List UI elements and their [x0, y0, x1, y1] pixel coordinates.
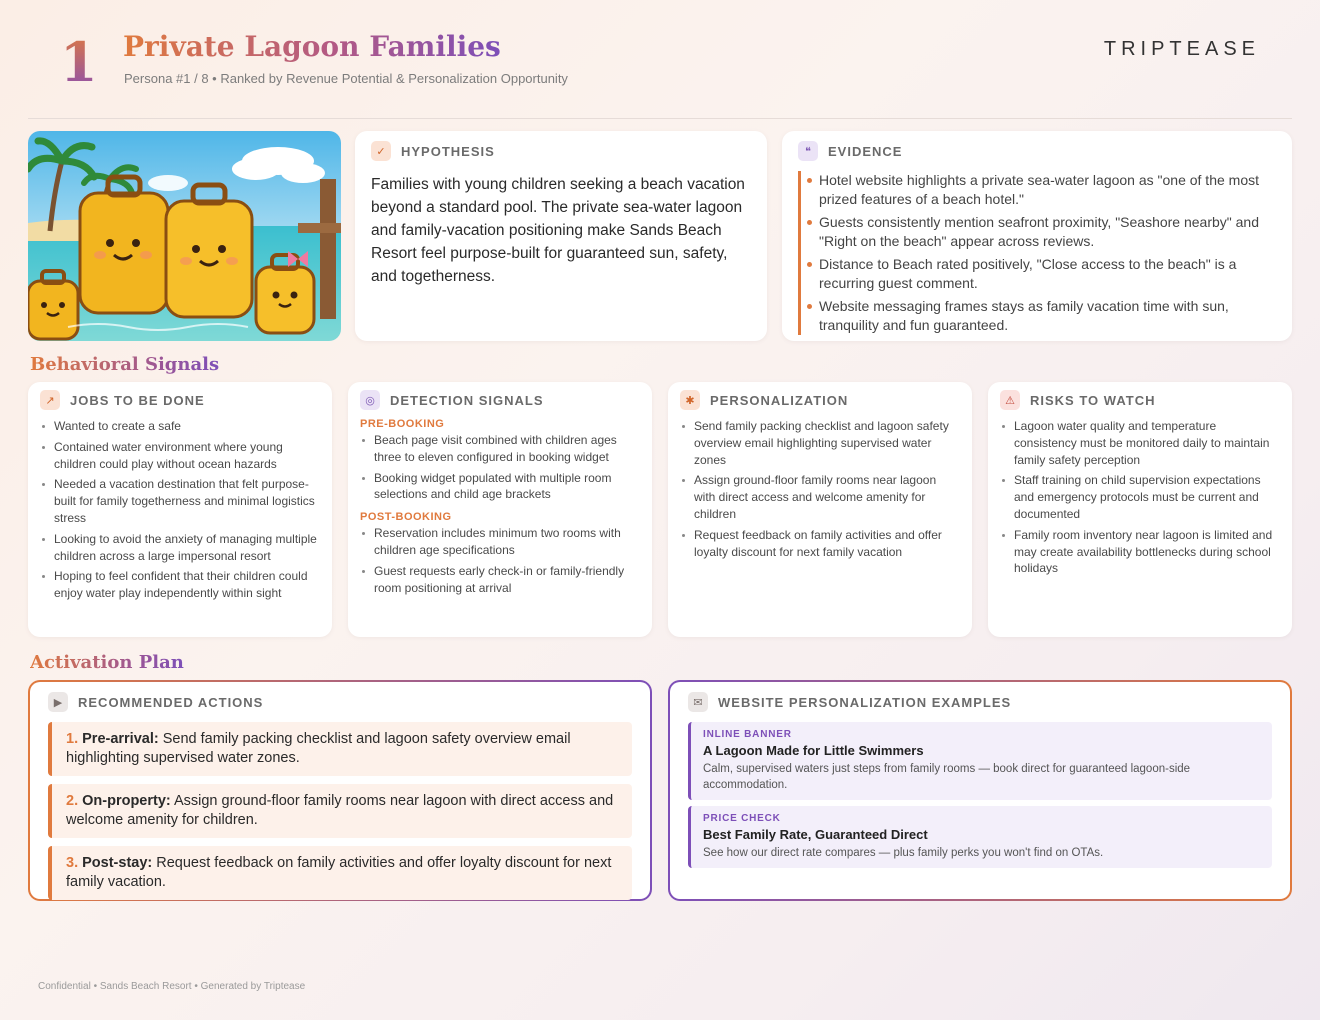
example-price-check: [688, 806, 1272, 868]
evidence-item: Guests consistently mention seafront proximity, "Seashore nearby" and "Right on the beach" appear across reviews.: [819, 213, 1276, 251]
header-divider: [28, 118, 1292, 119]
behavioral-signals-heading: Behavioral Signals: [30, 354, 220, 375]
detection-item: Booking widget populated with multiple room selections and child age brackets: [360, 470, 640, 504]
action-item: [48, 722, 632, 776]
brand-logo: TRIPTEASE: [1103, 38, 1260, 60]
post-booking-list: [360, 525, 640, 596]
activation-plan-heading: Activation Plan: [30, 652, 184, 673]
post-booking-label: POST-BOOKING: [360, 511, 452, 524]
personalization-item: Send family packing checklist and lagoon safety overview email highlighting supervised water zones: [680, 418, 960, 468]
risks-list: [1000, 418, 1280, 577]
detection-item: Beach page visit combined with children ages three to eleven configured in booking widget: [360, 432, 640, 466]
personalization-list: [680, 418, 960, 560]
action-text: Request feedback on family activities and offer loyalty discount for next family vacation.: [66, 855, 612, 890]
personalization-item: Request feedback on family activities and offer loyalty discount for next family vacation: [680, 527, 960, 561]
mail-icon: ✉: [688, 692, 708, 712]
actions-title: RECOMMENDED ACTIONS: [78, 694, 264, 710]
hypothesis-text: Families with young children seeking a beach vacation beyond a standard pool. The private sea-water lagoon and family-vacation positioning make Sands Beach Resort feel purpose-built for guaranteed sun, safety, and togetherness.: [371, 176, 745, 285]
jobs-list: [40, 418, 320, 602]
risks-item: Staff training on child supervision expectations and emergency protocols must be current and documented: [1000, 472, 1280, 522]
jobs-card: [28, 382, 332, 637]
detection-item: Guest requests early check-in or family-friendly room positioning at arrival: [360, 563, 640, 597]
website-examples-card: [668, 680, 1292, 901]
examples-title: WEBSITE PERSONALIZATION EXAMPLES: [718, 694, 1012, 710]
action-text: Send family packing checklist and lagoon safety overview email highlighting supervised water zones.: [66, 731, 571, 766]
risks-card: [988, 382, 1292, 637]
action-number: 1.: [66, 731, 79, 747]
action-number: 2.: [66, 793, 79, 809]
evidence-list: [798, 171, 1276, 335]
example-title: Best Family Rate, Guaranteed Direct: [703, 827, 928, 842]
example-title: A Lagoon Made for Little Swimmers: [703, 743, 924, 758]
jobs-item: Contained water environment where young children could play without ocean hazards: [40, 439, 320, 473]
quote-icon: ❝: [798, 141, 818, 161]
page-title: Private Lagoon Families: [123, 30, 501, 63]
action-stage: Pre-arrival:: [82, 731, 159, 747]
action-item: [48, 784, 632, 838]
action-text: Assign ground-floor family rooms near lagoon with direct access and welcome amenity for children.: [66, 793, 614, 828]
hypothesis-title: HYPOTHESIS: [401, 143, 495, 159]
detection-item: Reservation includes minimum two rooms with children age specifications: [360, 525, 640, 559]
jobs-title: JOBS TO BE DONE: [70, 392, 205, 408]
target-icon: ◎: [360, 390, 380, 410]
personalization-item: Assign ground-floor family rooms near lagoon with direct access and welcome amenity for children: [680, 472, 960, 522]
page-subtitle: Persona #1 / 8 • Ranked by Revenue Potential & Personalization Opportunity: [124, 71, 568, 86]
play-icon: ▶: [48, 692, 68, 712]
evidence-title: EVIDENCE: [828, 143, 903, 159]
hypothesis-card: [355, 131, 767, 341]
jobs-item: Hoping to feel confident that their children could enjoy water play independently within sight: [40, 568, 320, 602]
evidence-card: [782, 131, 1292, 341]
risks-item: Family room inventory near lagoon is limited and may create availability bottlenecks during school holidays: [1000, 527, 1280, 577]
example-tag: PRICE CHECK: [703, 813, 781, 824]
evidence-item: Website messaging frames stays as family vacation time with sun, tranquility and fun guaranteed.: [819, 297, 1276, 335]
risks-item: Lagoon water quality and temperature consistency must be monitored daily to maintain family safety perception: [1000, 418, 1280, 468]
example-tag: INLINE BANNER: [703, 729, 792, 740]
check-icon: ✓: [371, 141, 391, 161]
hero-illustration: [28, 131, 341, 341]
page-header: [0, 0, 1320, 118]
example-inline-banner: [688, 722, 1272, 800]
evidence-item: Distance to Beach rated positively, "Close access to the beach" is a recurring guest comment.: [819, 255, 1276, 293]
action-number: 3.: [66, 855, 79, 871]
personalization-card: [668, 382, 972, 637]
action-stage: On-property:: [82, 793, 171, 809]
jobs-item: Needed a vacation destination that felt purpose-built for family togetherness and minimal logistics stress: [40, 476, 320, 526]
warning-icon: ⚠: [1000, 390, 1020, 410]
risks-title: RISKS TO WATCH: [1030, 392, 1156, 408]
page-footer: Confidential • Sands Beach Resort • Generated by Triptease: [38, 981, 306, 992]
action-item: [48, 846, 632, 900]
detection-card: [348, 382, 652, 637]
jobs-item: Wanted to create a safe: [40, 418, 320, 435]
action-stage: Post-stay:: [82, 855, 153, 871]
recommended-actions-card: [28, 680, 652, 901]
sparkle-icon: ✱: [680, 390, 700, 410]
example-body: See how our direct rate compares — plus family perks you won't find on OTAs.: [703, 847, 1104, 859]
jobs-item: Looking to avoid the anxiety of managing multiple children across a large impersonal resort: [40, 531, 320, 565]
arrow-up-right-icon: ↗: [40, 390, 60, 410]
pre-booking-list: [360, 432, 640, 503]
persona-number: 1: [60, 30, 98, 94]
personalization-title: PERSONALIZATION: [710, 392, 849, 408]
evidence-item: Hotel website highlights a private sea-water lagoon as "one of the most prized features of a beach hotel.": [819, 171, 1276, 209]
pre-booking-label: PRE-BOOKING: [360, 418, 445, 430]
suitcase-family-illustration: [28, 131, 341, 341]
example-body: Calm, supervised waters just steps from family rooms — book direct for guaranteed lagoon-side accommodation.: [703, 763, 1191, 791]
detection-title: DETECTION SIGNALS: [390, 392, 544, 408]
